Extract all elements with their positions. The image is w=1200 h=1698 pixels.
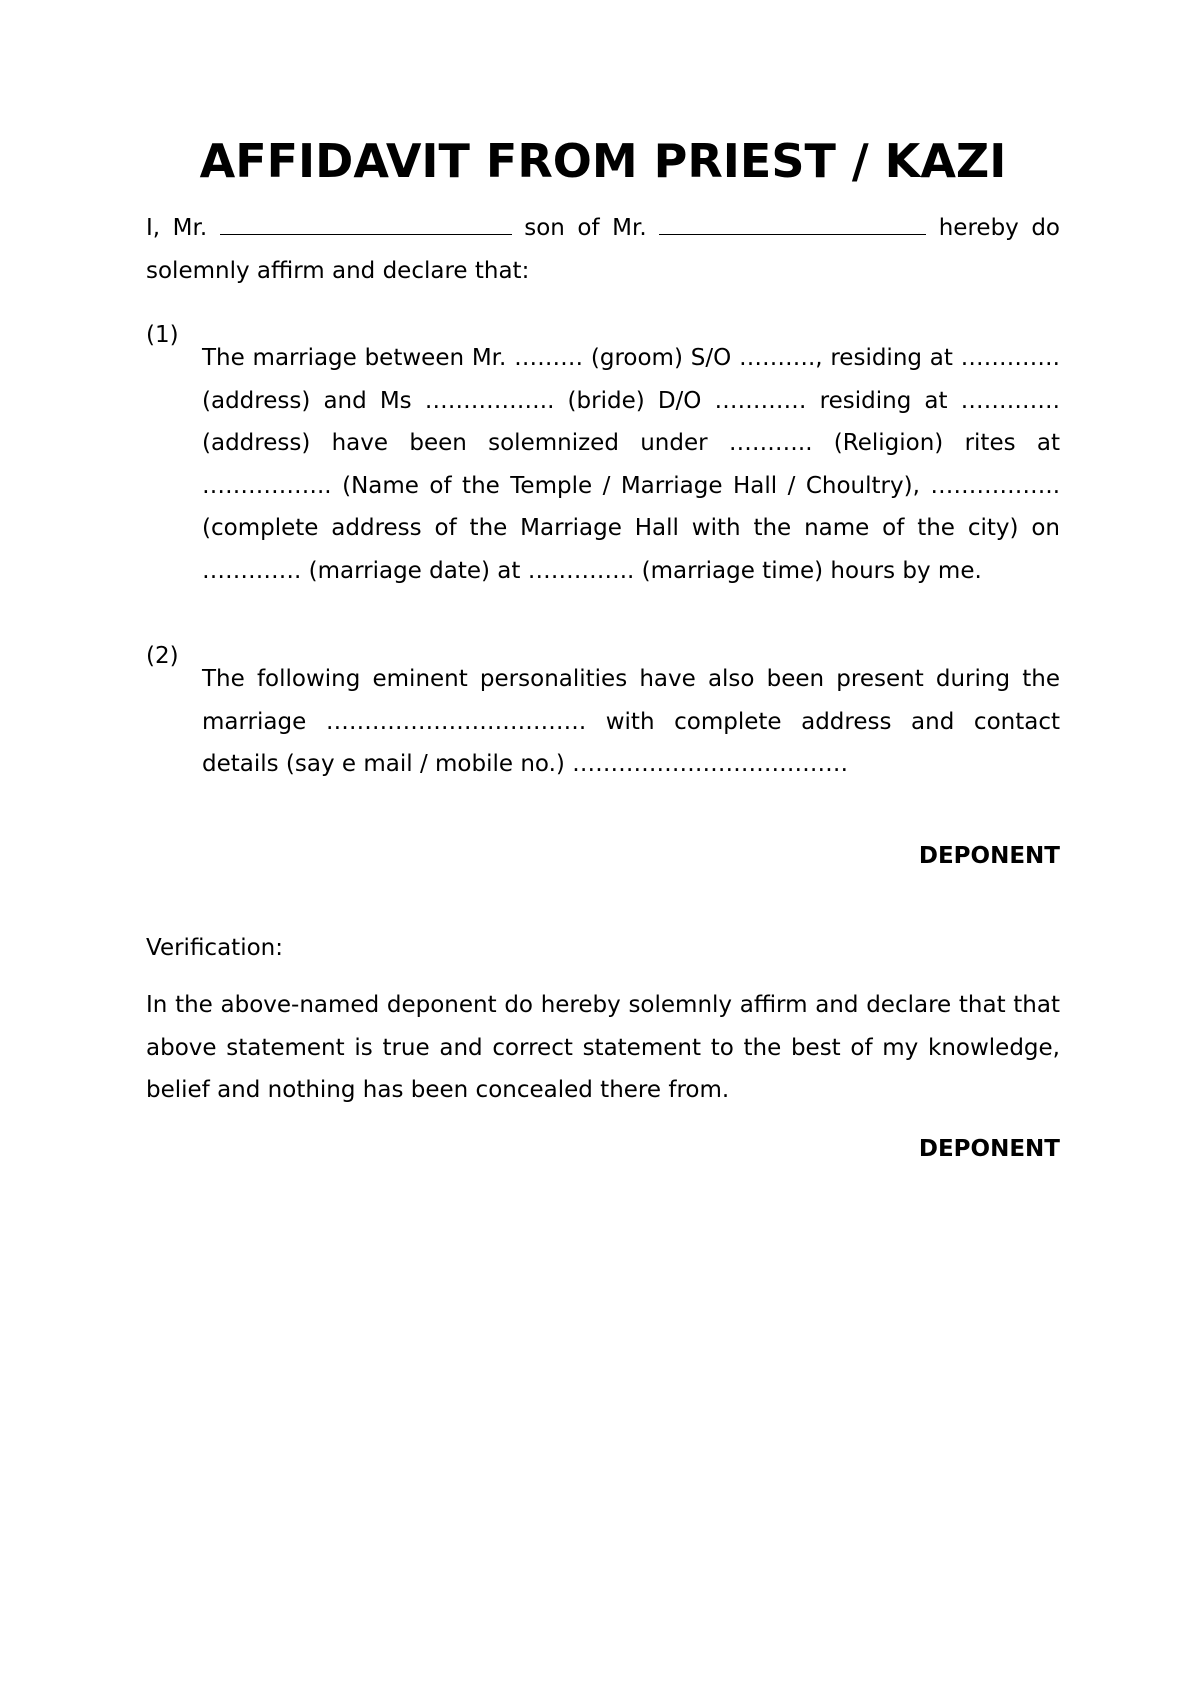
intro-suffix: hereby do solemnly affirm and declare that: [146, 215, 1060, 284]
verification-paragraph: In the above-named deponent do hereby solemnly affirm and declare that that above statement is true and correct statement to the best of my knowledge, belief and nothing has been concealed there from. [146, 992, 1060, 1103]
list-item [146, 635, 1060, 809]
deponent-signature-label: DEPONENT [918, 843, 1060, 869]
intro-middle: son of Mr. [524, 215, 647, 241]
priest-name-blank [220, 212, 512, 235]
item-text: The following eminent personalities have also been present during the marriage ……………………………. with complete address and contact details (say e mail / mobile no.) ……………………………… [202, 666, 1060, 777]
father-name-blank [659, 212, 926, 235]
item-text: The marriage between Mr. ……… (groom) S/O ………., residing at ………….(address) and Ms …………….. (bride) D/O ………… residing at …………. (address) have been solemnized under ……….. (Religion) rites at …………….. (Name of the Temple / Marriage Hall / Choultry), …………….. (complete address of the Marriage Hall with the name of the city) on …………. (marriage date) at ………….. (marriage time) hours by me. [202, 345, 1060, 584]
verification-heading: Verification: [146, 935, 283, 961]
affidavit-page [146, 0, 1060, 1698]
deponent-signature-label-2: DEPONENT [918, 1136, 1060, 1162]
list-item [146, 314, 1060, 615]
intro-prefix: I, Mr. [146, 215, 208, 241]
item-number: (2) [146, 643, 179, 669]
intro-paragraph [146, 207, 1060, 292]
document-title: AFFIDAVIT FROM PRIEST / KAZI [199, 134, 1007, 188]
item-number: (1) [146, 322, 179, 348]
